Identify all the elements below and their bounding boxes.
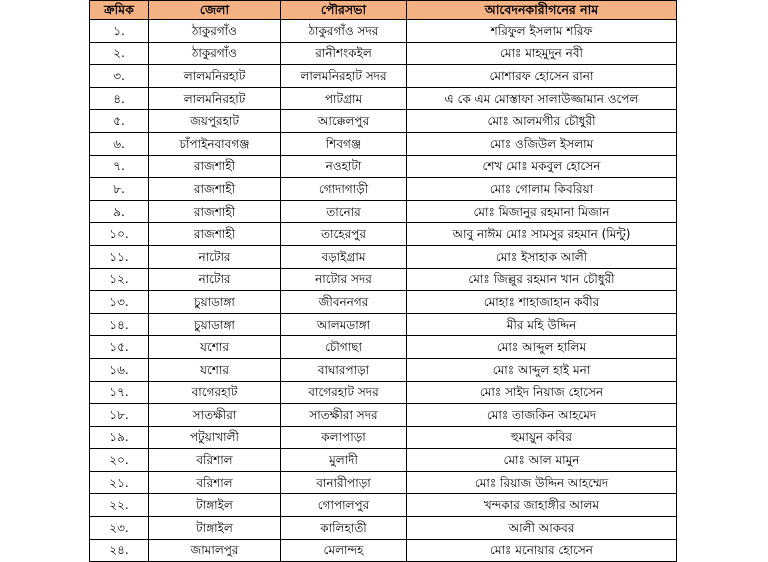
municipality-cell: লালমনিরহাট সদর [281, 65, 407, 88]
applicant-name-cell: এ কে এম মোস্তাফা সালাউজ্জামান ওপেল [407, 87, 677, 110]
municipality-cell: তাহেরপুর [281, 223, 407, 246]
municipality-cell: নাটোর সদর [281, 268, 407, 291]
table-row [90, 381, 677, 404]
district-cell: লালমনিরহাট [149, 87, 281, 110]
applicant-name-cell: মোঃ আল মামুন [407, 449, 677, 472]
municipality-cell: বাগেরহাট সদর [281, 381, 407, 404]
table-header [90, 1, 677, 20]
applicant-name-cell: মোহাঃ শাহাজাহান কবীর [407, 291, 677, 314]
district-cell: ঠাকুরগাঁও [149, 20, 281, 43]
district-cell: পটুয়াখালী [149, 426, 281, 449]
district-cell: বরিশাল [149, 471, 281, 494]
header-district: জেলা [149, 1, 281, 20]
serial-cell: ১৭. [90, 381, 149, 404]
header-row [90, 1, 677, 20]
table-row [90, 336, 677, 359]
applicant-name-cell: হুমায়ুন কবির [407, 426, 677, 449]
district-cell: বরিশাল [149, 449, 281, 472]
applicant-name-cell: খন্দকার জাহাঙ্গীর আলম [407, 494, 677, 517]
serial-cell: ১০. [90, 223, 149, 246]
district-cell: যশোর [149, 336, 281, 359]
municipality-cell: আক্কেলপুর [281, 110, 407, 133]
serial-cell: ২০. [90, 449, 149, 472]
municipality-cell: বড়াইগ্রাম [281, 245, 407, 268]
table-row [90, 449, 677, 472]
municipality-cell: ঠাকুরগাঁও সদর [281, 20, 407, 43]
municipality-cell: তানোর [281, 200, 407, 223]
applicant-name-cell: মোঃ আলমগীর চৌধুরী [407, 110, 677, 133]
district-cell: বাগেরহাট [149, 381, 281, 404]
table-row [90, 42, 677, 65]
municipality-cell: গোদাগাড়ী [281, 178, 407, 201]
municipality-cell: সাতক্ষীরা সদর [281, 404, 407, 427]
municipality-cell: বাঘারপাড়া [281, 358, 407, 381]
applicant-name-cell: মোঃ মাহমুদুন নবী [407, 42, 677, 65]
serial-cell: ৭. [90, 155, 149, 178]
district-cell: টাঙ্গাইল [149, 494, 281, 517]
serial-cell: ২৪. [90, 539, 149, 562]
table-row [90, 517, 677, 540]
district-cell: রাজশাহী [149, 155, 281, 178]
applicant-name-cell: মোঃ গোলাম কিবরিয়া [407, 178, 677, 201]
applicant-name-cell: মোঃ আব্দুল হাই মনা [407, 358, 677, 381]
municipality-cell: চৌগাছা [281, 336, 407, 359]
serial-cell: ২১. [90, 471, 149, 494]
applicant-name-cell: মোশারফ হোসেন রানা [407, 65, 677, 88]
table-row [90, 155, 677, 178]
table-row [90, 268, 677, 291]
district-cell: চুয়াডাঙ্গা [149, 313, 281, 336]
applicant-name-cell: মোঃ তাজকিন আহমেদ [407, 404, 677, 427]
district-cell: নাটোর [149, 245, 281, 268]
municipality-cell: রানীশংকইল [281, 42, 407, 65]
applicant-name-cell: মোঃ মনোয়ার হোসেন [407, 539, 677, 562]
municipality-cell: গোপালপুর [281, 494, 407, 517]
district-cell: যশোর [149, 358, 281, 381]
serial-cell: ২৩. [90, 517, 149, 540]
table-row [90, 404, 677, 427]
applicant-name-cell: আবু নাঈম মোঃ সামসুর রহমান (মিন্টু) [407, 223, 677, 246]
applicant-name-cell: মোঃ ওজিউল ইসলাম [407, 132, 677, 155]
serial-cell: ১. [90, 20, 149, 43]
table-row [90, 132, 677, 155]
table-row [90, 245, 677, 268]
serial-cell: ১৫. [90, 336, 149, 359]
municipality-cell: শিবগঞ্জ [281, 132, 407, 155]
header-serial: ক্রমিক [90, 1, 149, 20]
table-row [90, 200, 677, 223]
table-row [90, 65, 677, 88]
district-cell: জয়পুরহাট [149, 110, 281, 133]
serial-cell: ১৮. [90, 404, 149, 427]
serial-cell: ২২. [90, 494, 149, 517]
header-applicant-name: আবেদনকারীগনের নাম [407, 1, 677, 20]
applicant-name-cell: মোঃ মিজানুর রহমানা মিজান [407, 200, 677, 223]
table-row [90, 358, 677, 381]
district-cell: রাজশাহী [149, 178, 281, 201]
serial-cell: ৮. [90, 178, 149, 201]
serial-cell: ৯. [90, 200, 149, 223]
municipality-cell: বানারীপাড়া [281, 471, 407, 494]
district-cell: লালমনিরহাট [149, 65, 281, 88]
district-cell: রাজশাহী [149, 200, 281, 223]
district-cell: ঠাকুরগাঁও [149, 42, 281, 65]
header-municipality: পৌরসভা [281, 1, 407, 20]
table-row [90, 313, 677, 336]
table-row [90, 87, 677, 110]
district-cell: নাটোর [149, 268, 281, 291]
table-row [90, 494, 677, 517]
district-cell: জামালপুর [149, 539, 281, 562]
serial-cell: ১৬. [90, 358, 149, 381]
applicant-name-cell: আলী আকবর [407, 517, 677, 540]
serial-cell: ১১. [90, 245, 149, 268]
serial-cell: ১২. [90, 268, 149, 291]
serial-cell: ১৯. [90, 426, 149, 449]
municipality-cell: কলাপাড়া [281, 426, 407, 449]
applicant-name-cell: শরিফুল ইসলাম শরিফ [407, 20, 677, 43]
serial-cell: ২. [90, 42, 149, 65]
table-row [90, 471, 677, 494]
district-cell: চুয়াডাঙ্গা [149, 291, 281, 314]
table-row [90, 223, 677, 246]
table-row [90, 426, 677, 449]
municipality-cell: মেলান্দহ [281, 539, 407, 562]
applicant-name-cell: মোঃ ইসাহাক আলী [407, 245, 677, 268]
municipality-cell: জীবননগর [281, 291, 407, 314]
municipality-cell: কালিহাতী [281, 517, 407, 540]
district-cell: রাজশাহী [149, 223, 281, 246]
district-cell: টাঙ্গাইল [149, 517, 281, 540]
serial-cell: ৩. [90, 65, 149, 88]
applicant-name-cell: মোঃ সাইদ নিয়াজ হোসেন [407, 381, 677, 404]
applicant-name-cell: মোঃ জিল্লুর রহমান খান চৌধুরী [407, 268, 677, 291]
serial-cell: ৪. [90, 87, 149, 110]
serial-cell: ৫. [90, 110, 149, 133]
municipality-cell: মুলাদী [281, 449, 407, 472]
district-cell: চাঁপাইনবাবগঞ্জ [149, 132, 281, 155]
table-row [90, 20, 677, 43]
applicants-table [89, 0, 677, 562]
municipality-cell: পাটগ্রাম [281, 87, 407, 110]
table-row [90, 539, 677, 562]
applicant-name-cell: মোঃ রিয়াজ উদ্দিন আহম্মেদ [407, 471, 677, 494]
table-row [90, 291, 677, 314]
applicant-name-cell: মোঃ আব্দুল হালিম [407, 336, 677, 359]
serial-cell: ৬. [90, 132, 149, 155]
serial-cell: ১৩. [90, 291, 149, 314]
district-cell: সাতক্ষীরা [149, 404, 281, 427]
table-row [90, 110, 677, 133]
table-row [90, 178, 677, 201]
serial-cell: ১৪. [90, 313, 149, 336]
applicant-name-cell: শেখ মোঃ মকবুল হোসেন [407, 155, 677, 178]
applicant-name-cell: মীর মহি উদ্দিন [407, 313, 677, 336]
municipality-cell: নওহাটা [281, 155, 407, 178]
municipality-cell: আলমডাঙ্গা [281, 313, 407, 336]
table-body [90, 20, 677, 562]
